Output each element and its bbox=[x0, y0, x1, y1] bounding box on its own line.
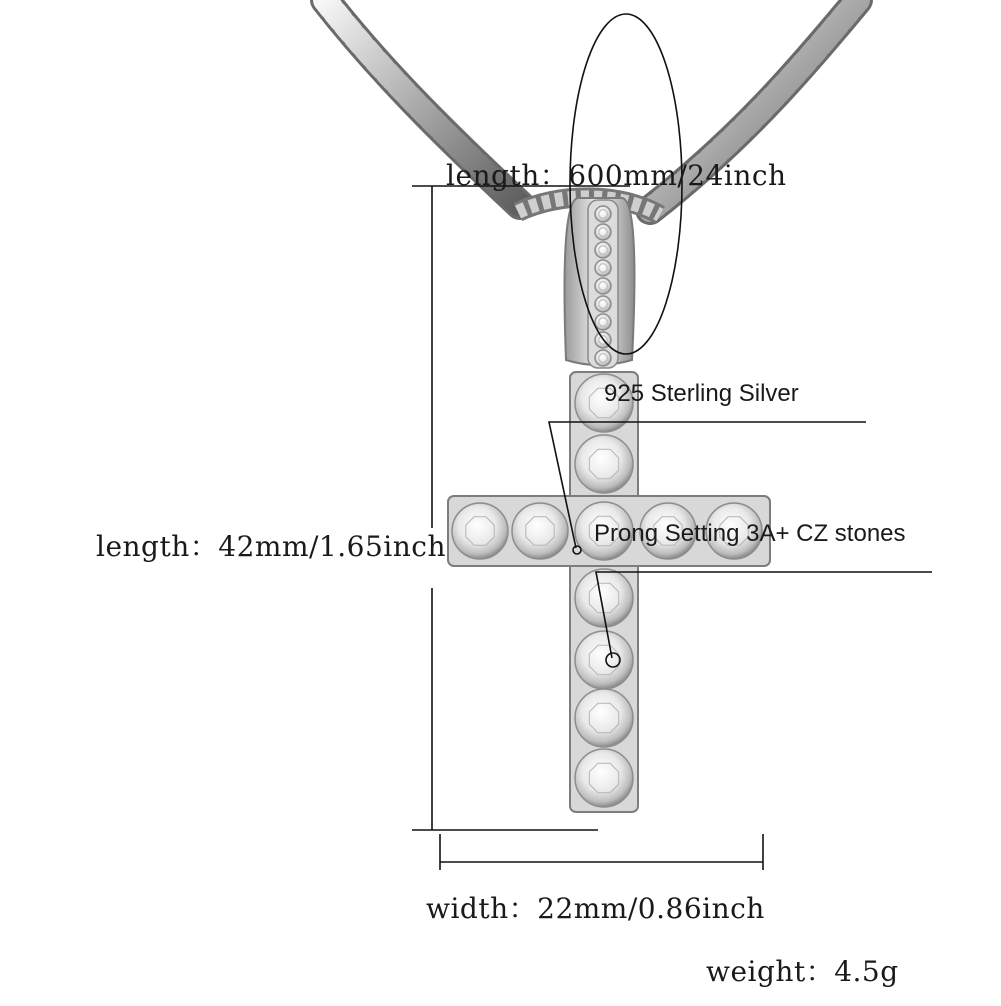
cz-stone bbox=[595, 224, 611, 240]
width-label: width：22mm/0.86inch bbox=[426, 892, 765, 925]
cz-stone bbox=[575, 689, 633, 747]
cz-stone bbox=[595, 278, 611, 294]
material-label: 925 Sterling Silver bbox=[604, 380, 799, 407]
weight-label: weight：4.5g bbox=[706, 955, 899, 988]
cz-stone bbox=[595, 242, 611, 258]
cz-stone bbox=[452, 503, 508, 559]
cz-stone bbox=[575, 749, 633, 807]
cz-stone bbox=[595, 296, 611, 312]
cz-stone bbox=[512, 503, 568, 559]
setting-label: Prong Setting 3A+ CZ stones bbox=[594, 520, 906, 547]
setting-leader bbox=[596, 572, 932, 658]
cz-stone bbox=[595, 314, 611, 330]
cz-stone bbox=[595, 206, 611, 222]
cz-stone bbox=[575, 435, 633, 493]
cross-stones bbox=[452, 374, 762, 807]
chain-length-label: length：600mm/24inch bbox=[446, 159, 787, 192]
cz-stone bbox=[595, 260, 611, 276]
pendant-length-label: length：42mm/1.65inch bbox=[96, 530, 446, 563]
bail-stones bbox=[595, 206, 611, 366]
cz-stone bbox=[575, 631, 633, 689]
cz-stone bbox=[595, 350, 611, 366]
